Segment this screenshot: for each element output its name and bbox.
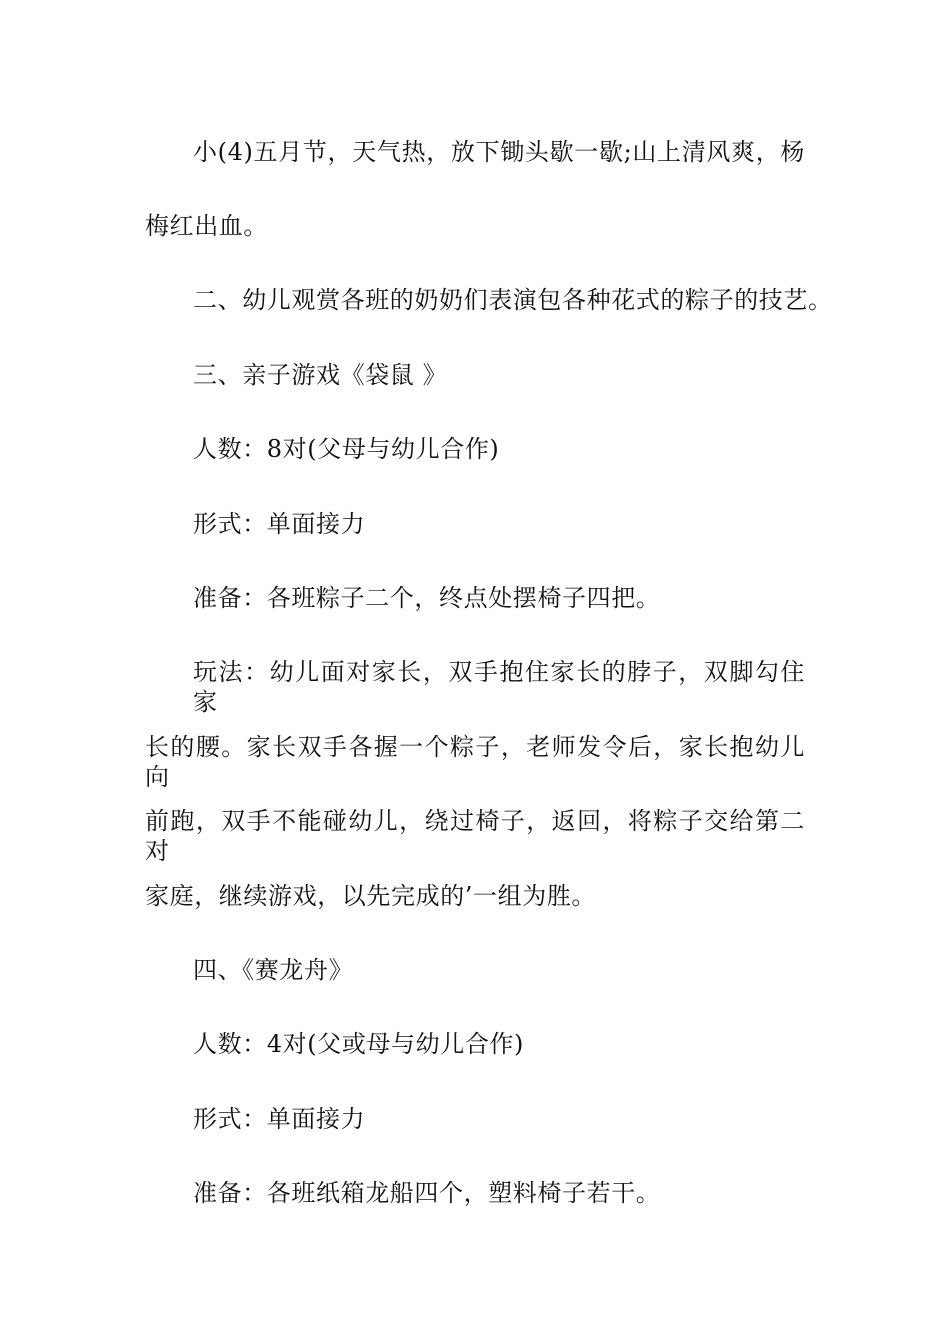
game1-preparation: 准备：各班粽子二个，终点处摆椅子四把。	[193, 584, 661, 612]
game1-rules-line-3: 前跑，双手不能碰幼儿，绕过椅子，返回，将粽子交给第二对	[145, 807, 805, 865]
game2-preparation: 准备：各班纸箱龙船四个，塑料椅子若干。	[193, 1179, 661, 1207]
song-verse-4-line-1: 小(4)五月节，天气热，放下锄头歇一歇;山上清风爽，杨	[193, 138, 805, 166]
section-4-heading: 四、《赛龙舟》	[193, 956, 354, 984]
game2-format: 形式：单面接力	[193, 1105, 366, 1133]
game1-rules-line-4: 家庭，继续游戏，以先完成的’一组为胜。	[145, 882, 597, 910]
section-3-heading: 三、亲子游戏《袋鼠 》	[193, 361, 448, 389]
game1-participants: 人数：8对(父母与幼儿合作)	[193, 435, 500, 463]
game1-rules-line-1: 玩法：幼儿面对家长，双手抱住家长的脖子，双脚勾住家	[193, 658, 805, 716]
song-verse-4-line-2: 梅红出血。	[145, 212, 268, 240]
game2-participants: 人数：4对(父或母与幼儿合作)	[193, 1030, 524, 1058]
section-2-heading: 二、幼儿观赏各班的奶奶们表演包各种花式的粽子的技艺。	[193, 286, 833, 314]
game1-format: 形式：单面接力	[193, 510, 366, 538]
game1-rules-line-2: 长的腰。家长双手各握一个粽子，老师发令后，家长抱幼儿向	[145, 733, 805, 791]
